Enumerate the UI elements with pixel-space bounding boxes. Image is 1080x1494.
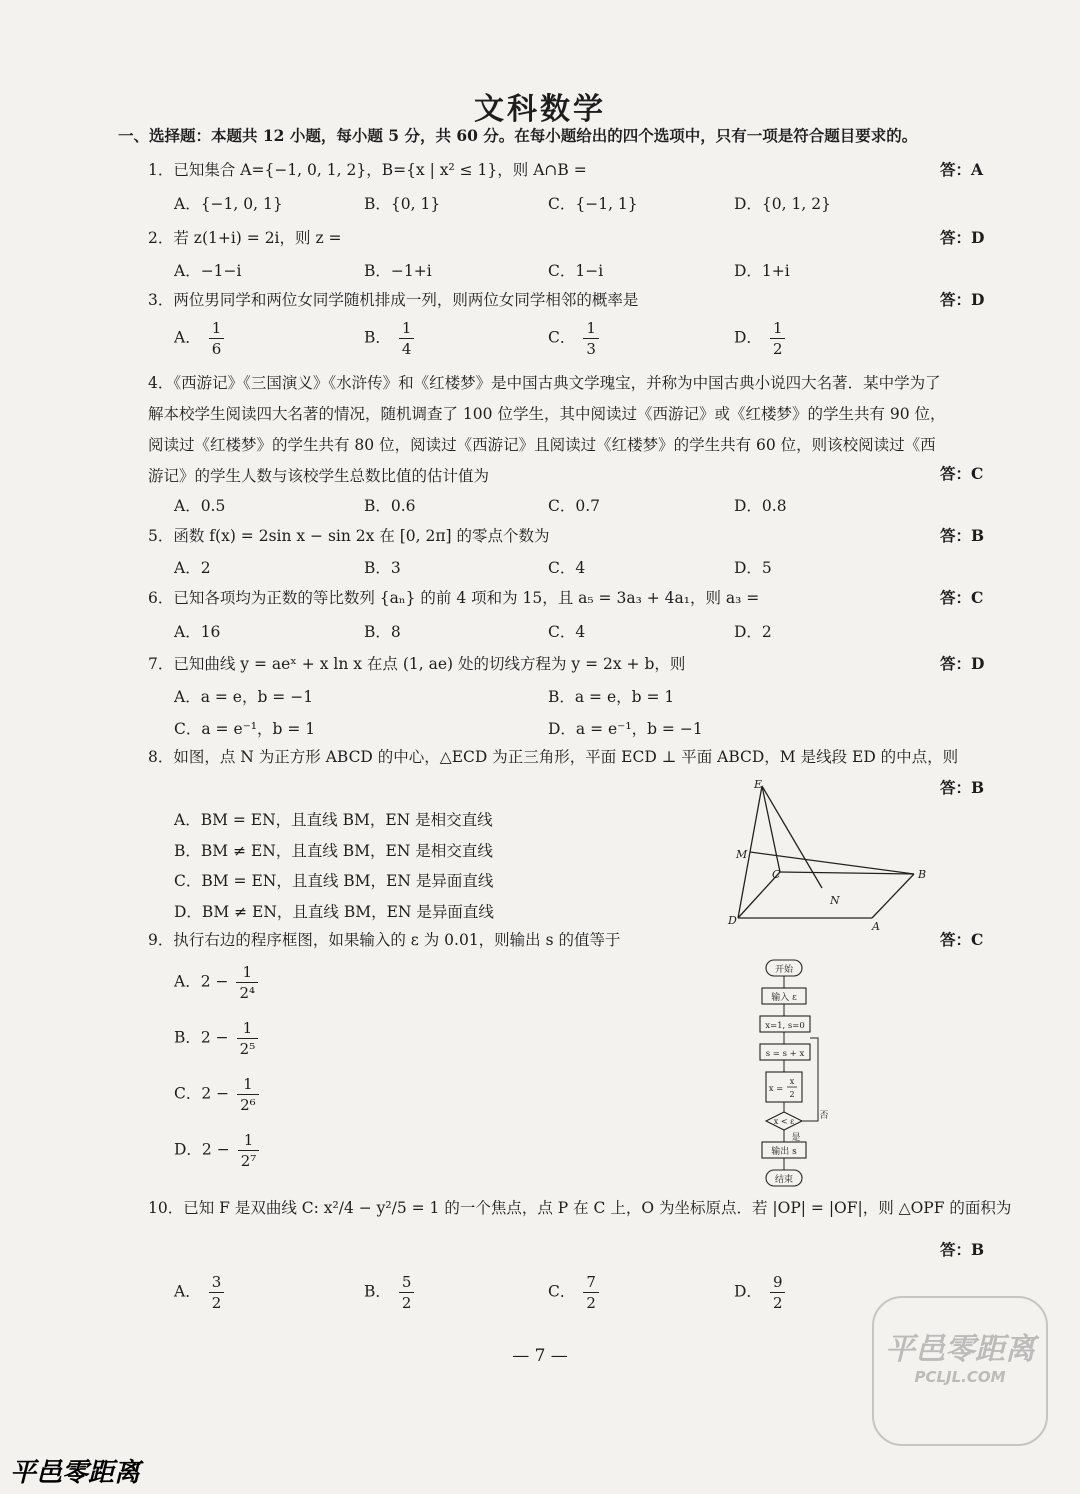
q6-option-c: C．4 [548,623,586,641]
denominator: 2⁶ [240,1096,256,1114]
flow-end-text: 结束 [774,1175,794,1185]
q7-option-a: A．a = e，b = −1 [174,688,314,706]
edge-cb [780,872,914,874]
flow-init-text: x=1, s=0 [765,1021,805,1031]
fraction [399,318,415,359]
option-label: A． [174,1282,201,1301]
q4-option-c: C．0.7 [548,497,601,515]
option-label: B． [364,1282,391,1301]
q5-option-c: C．4 [548,559,586,577]
q8-option-a: A．BM = EN，且直线 BM，EN 是相交直线 [174,811,493,829]
question-2-stem: 2．若 z(1+i) = 2i，则 z = [148,229,342,247]
q10-option-a [174,1272,224,1313]
numerator: 1 [770,318,786,339]
label-e: E [754,778,763,791]
denominator: 2 [586,1294,596,1312]
denominator: 2⁴ [239,984,256,1002]
numerator: 5 [399,1272,415,1293]
q1-option-d: D．{0, 1, 2} [734,195,831,213]
numerator: 3 [209,1272,225,1293]
numerator: 1 [209,318,225,339]
numerator: 9 [770,1272,786,1293]
label-d: D [728,914,737,927]
fraction [238,1130,260,1171]
numerator: 1 [583,318,599,339]
fraction [583,1272,599,1313]
option-label: C． [548,328,576,347]
page-number: — 7 — [512,1346,568,1366]
question-2-answer: 答：D [940,228,985,247]
option-label: D． [734,328,762,347]
q2-option-a: A．−1−i [174,262,242,280]
question-3-answer: 答：D [940,290,985,309]
label-b: B [918,868,926,881]
option-label: C．2 − [174,1084,230,1103]
q3-option-d [734,318,785,359]
question-4-stem: 4．《西游记》《三国演义》《水浒传》和《红楼梦》是中国古典文学瑰宝，并称为中国古典小说四大名著．某中学为了解本校学生阅读四大名著的情况，随机调查了 100 位学生，其中阅读过《西游记》或《红楼梦》的学生共有 90 位，阅读过《红楼梦》的学生共有 80 位，阅读过《西游记》且阅读过《红楼梦》的学生共有 60 位，则该校阅读过《西游记》的学生人数与该校学生总数比值的估计值为 [148,374,946,485]
q2-option-b: B．−1+i [364,262,432,280]
question-10-stem: 10．已知 F 是双曲线 C: x²/4 − y²/5 = 1 的一个焦点，点 P 在 C 上，O 为坐标原点．若 |OP| = |OF|，则 △OPF 的面积为 [148,1199,1012,1217]
q7-option-d: D．a = e⁻¹，b = −1 [548,720,703,738]
denominator: 6 [211,340,222,358]
q6-option-b: B．8 [364,623,401,641]
q1-option-c: C．{−1, 1} [548,195,638,213]
fraction [236,962,258,1003]
watermark-main-text: 平邑零距离 [885,1332,1035,1367]
numerator: 1 [237,1018,259,1039]
fraction [237,1018,259,1059]
fraction [399,1272,415,1313]
q7-option-b: B．a = e，b = 1 [548,688,675,706]
q5-option-b: B．3 [364,559,401,577]
q5-option-d: D．5 [734,559,772,577]
q3-option-a [174,318,224,359]
flowchart [752,958,842,1190]
question-9-stem: 9．执行右边的程序框图，如果输入的 ε 为 0.01，则输出 s 的值等于 [148,931,621,949]
numerator: 1 [238,1130,260,1151]
edge-ec [762,786,780,872]
q8-option-b: B．BM ≠ EN，且直线 BM，EN 是相交直线 [174,842,493,860]
numerator: 1 [236,962,258,983]
question-7-answer: 答：D [940,654,985,673]
label-c: C [772,868,781,881]
flow-sum-text: s = s + x [765,1049,805,1059]
question-5-answer: 答：B [940,526,985,545]
q9-option-a [174,962,258,1003]
numerator: 1 [399,318,415,339]
q5-option-a: A．2 [174,559,211,577]
option-label: A．2 − [174,972,229,991]
section-heading: 一、选择题：本题共 12 小题，每小题 5 分，共 60 分。在每小题给出的四个选项中，只有一项是符合题目要求的。 [118,126,918,145]
q10-option-c [548,1272,599,1313]
flow-input-text: 输入 ε [771,993,797,1003]
flow-cond-text: x < ε [773,1117,795,1126]
option-label: C． [548,1282,576,1301]
q6-option-a: A．16 [174,623,221,641]
q4-option-d: D．0.8 [734,497,787,515]
q9-option-b [174,1018,258,1059]
q3-option-c [548,318,599,359]
denominator: 2⁷ [240,1152,257,1170]
label-a: A [872,920,880,932]
q2-option-d: D．1+i [734,262,790,280]
q10-option-b [364,1272,414,1313]
question-4-answer: 答：C [940,464,984,483]
fraction [770,1272,786,1313]
label-n: N [830,894,840,907]
option-label: B．2 − [174,1028,229,1047]
pyramid-figure [726,776,926,932]
flow-half-prefix: x = [768,1084,784,1094]
question-1-stem: 1．已知集合 A={−1, 0, 1, 2}，B={x | x² ≤ 1}，则 A∩B = [148,161,587,179]
question-6-stem: 6．已知各项均为正数的等比数列 {aₙ} 的前 4 项和为 15，且 a₅ = 3a₃ + 4a₁，则 a₃ = [148,589,760,607]
numerator: 7 [583,1272,599,1293]
flow-half-den: 2 [789,1090,795,1099]
denominator: 2⁵ [239,1040,256,1058]
option-label: B． [364,328,391,347]
denominator: 2 [772,1294,783,1312]
corner-logo: 平邑零距离 [10,1458,141,1488]
flow-start-text: 开始 [774,965,794,975]
question-7-stem: 7．已知曲线 y = aeˣ + x ln x 在点 (1, ae) 处的切线方程为 y = 2x + b，则 [148,655,686,673]
flow-no-label: 否 [819,1111,829,1121]
watermark-logo [872,1296,1048,1446]
denominator: 2 [772,340,783,358]
q10-option-d [734,1272,785,1313]
fraction [209,1272,225,1313]
q1-option-a: A．{−1, 0, 1} [174,195,283,213]
option-label: D． [734,1282,762,1301]
fraction [583,318,599,359]
question-8-answer: 答：B [940,778,985,797]
flow-yes-label: 是 [791,1133,801,1143]
fraction [770,318,786,359]
q9-option-c [174,1074,259,1115]
denominator: 2 [401,1294,412,1312]
q4-option-b: B．0.6 [364,497,416,515]
question-5-stem: 5．函数 f(x) = 2sin x − sin 2x 在 [0, 2π] 的零点个数为 [148,527,550,545]
q8-option-c: C．BM = EN，且直线 BM，EN 是异面直线 [174,872,494,890]
q3-option-b [364,318,414,359]
numerator: 1 [237,1074,259,1095]
q6-option-d: D．2 [734,623,772,641]
denominator: 4 [401,340,412,358]
label-m: M [736,848,748,861]
fraction [209,318,225,359]
q7-option-c: C．a = e⁻¹，b = 1 [174,720,316,738]
flow-output-text: 输出 s [771,1147,797,1157]
question-3-stem: 3．两位男同学和两位女同学随机排成一列，则两位女同学相邻的概率是 [148,291,639,309]
q4-option-a: A．0.5 [174,497,226,515]
question-10-answer: 答：B [940,1240,985,1259]
q9-option-d [174,1130,259,1171]
watermark-sub-text: PCLJL.COM [914,1368,1006,1386]
denominator: 2 [211,1294,222,1312]
edge-ba [872,874,914,918]
q8-option-d: D．BM ≠ EN，且直线 BM，EN 是异面直线 [174,903,494,921]
question-8-stem: 8．如图，点 N 为正方形 ABCD 的中心，△ECD 为正三角形，平面 ECD ⊥ 平面 ABCD，M 是线段 ED 的中点，则 [148,748,959,766]
fraction [237,1074,259,1115]
q2-option-c: C．1−i [548,262,604,280]
denominator: 3 [586,340,596,358]
flow-half-num: x [789,1077,795,1086]
q1-option-b: B．{0, 1} [364,195,441,213]
option-label: D．2 − [174,1140,230,1159]
question-6-answer: 答：C [940,588,984,607]
question-9-answer: 答：C [940,930,984,949]
question-1-answer: 答：A [940,160,984,179]
option-label: A． [174,328,201,347]
page-title: 文科数学 [474,92,606,127]
